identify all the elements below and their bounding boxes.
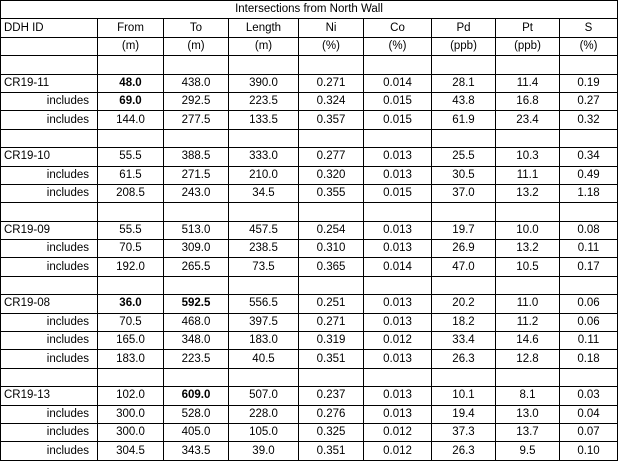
includes-row <box>1 442 618 460</box>
s-cell: 0.06 <box>560 295 618 313</box>
pd-cell: 26.3 <box>432 442 496 460</box>
ni-cell: 0.254 <box>299 221 364 239</box>
pt-cell: 16.8 <box>496 92 560 110</box>
to-cell: 271.5 <box>164 166 229 184</box>
ni-cell: 0.237 <box>299 387 364 405</box>
pt-cell: 10.3 <box>496 148 560 166</box>
hole-row <box>1 295 618 313</box>
includes-label: includes <box>1 240 98 258</box>
pt-cell: 13.2 <box>496 240 560 258</box>
ni-cell: 0.355 <box>299 184 364 202</box>
co-cell: 0.013 <box>364 148 432 166</box>
length-cell: 390.0 <box>229 74 299 92</box>
to-cell: 438.0 <box>164 74 229 92</box>
ni-cell: 0.276 <box>299 405 364 423</box>
includes-label: includes <box>1 442 98 460</box>
table-body <box>1 1 618 461</box>
length-cell: 556.5 <box>229 295 299 313</box>
length-cell: 133.5 <box>229 111 299 129</box>
empty-cell <box>1 56 98 74</box>
includes-row <box>1 92 618 110</box>
pd-cell: 47.0 <box>432 258 496 276</box>
ni-cell: 0.271 <box>299 313 364 331</box>
includes-row <box>1 184 618 202</box>
s-cell: 0.27 <box>560 92 618 110</box>
from-cell: 183.0 <box>98 350 164 368</box>
hole-row <box>1 221 618 239</box>
includes-label: includes <box>1 92 98 110</box>
empty-cell <box>98 129 164 147</box>
pd-cell: 30.5 <box>432 166 496 184</box>
to-cell: 468.0 <box>164 313 229 331</box>
empty-cell <box>98 203 164 221</box>
co-cell: 0.015 <box>364 184 432 202</box>
empty-cell <box>432 368 496 386</box>
ni-cell: 0.325 <box>299 423 364 441</box>
from-cell: 208.5 <box>98 184 164 202</box>
from-cell: 102.0 <box>98 387 164 405</box>
unit-s: (%) <box>560 37 618 55</box>
pt-cell: 11.2 <box>496 313 560 331</box>
pt-cell: 12.8 <box>496 350 560 368</box>
empty-cell <box>1 276 98 294</box>
spacer-row <box>1 203 618 221</box>
empty-cell <box>299 129 364 147</box>
empty-cell <box>560 129 618 147</box>
pt-cell: 11.1 <box>496 166 560 184</box>
empty-cell <box>98 368 164 386</box>
from-cell: 55.5 <box>98 148 164 166</box>
length-cell: 333.0 <box>229 148 299 166</box>
length-cell: 507.0 <box>229 387 299 405</box>
empty-cell <box>496 203 560 221</box>
from-cell: 144.0 <box>98 111 164 129</box>
includes-row <box>1 258 618 276</box>
pd-cell: 28.1 <box>432 74 496 92</box>
pd-cell: 43.8 <box>432 92 496 110</box>
to-cell: 343.5 <box>164 442 229 460</box>
co-cell: 0.013 <box>364 387 432 405</box>
unit-co: (%) <box>364 37 432 55</box>
empty-cell <box>229 276 299 294</box>
from-cell: 61.5 <box>98 166 164 184</box>
empty-cell <box>560 368 618 386</box>
co-cell: 0.013 <box>364 221 432 239</box>
s-cell: 0.19 <box>560 74 618 92</box>
empty-cell <box>364 368 432 386</box>
header-co: Co <box>364 19 432 37</box>
unit-pd: (ppb) <box>432 37 496 55</box>
unit-pt: (ppb) <box>496 37 560 55</box>
from-cell: 70.5 <box>98 240 164 258</box>
from-cell: 70.5 <box>98 313 164 331</box>
pt-cell: 13.0 <box>496 405 560 423</box>
units-row <box>1 37 618 55</box>
length-cell: 183.0 <box>229 332 299 350</box>
unit-ni: (%) <box>299 37 364 55</box>
s-cell: 0.07 <box>560 423 618 441</box>
includes-row <box>1 332 618 350</box>
spacer-row <box>1 276 618 294</box>
to-cell: 277.5 <box>164 111 229 129</box>
s-cell: 0.32 <box>560 111 618 129</box>
empty-cell <box>496 129 560 147</box>
from-cell: 69.0 <box>98 92 164 110</box>
length-cell: 238.5 <box>229 240 299 258</box>
empty-cell <box>1 203 98 221</box>
includes-label: includes <box>1 111 98 129</box>
s-cell: 0.17 <box>560 258 618 276</box>
pt-cell: 10.0 <box>496 221 560 239</box>
co-cell: 0.014 <box>364 74 432 92</box>
header-ni: Ni <box>299 19 364 37</box>
empty-cell <box>1 368 98 386</box>
from-cell: 36.0 <box>98 295 164 313</box>
unit-length: (m) <box>229 37 299 55</box>
spacer-row <box>1 368 618 386</box>
pd-cell: 26.9 <box>432 240 496 258</box>
length-cell: 105.0 <box>229 423 299 441</box>
hole-id-cell: CR19-13 <box>1 387 98 405</box>
to-cell: 348.0 <box>164 332 229 350</box>
pd-cell: 33.4 <box>432 332 496 350</box>
empty-cell <box>98 276 164 294</box>
s-cell: 1.18 <box>560 184 618 202</box>
unit-ddh-id <box>1 37 98 55</box>
pd-cell: 19.4 <box>432 405 496 423</box>
length-cell: 73.5 <box>229 258 299 276</box>
pt-cell: 13.7 <box>496 423 560 441</box>
to-cell: 592.5 <box>164 295 229 313</box>
co-cell: 0.012 <box>364 442 432 460</box>
to-cell: 388.5 <box>164 148 229 166</box>
empty-cell <box>1 129 98 147</box>
spacer-row <box>1 129 618 147</box>
hole-row <box>1 148 618 166</box>
length-cell: 228.0 <box>229 405 299 423</box>
empty-cell <box>364 56 432 74</box>
from-cell: 55.5 <box>98 221 164 239</box>
pd-cell: 19.7 <box>432 221 496 239</box>
hole-row <box>1 74 618 92</box>
pt-cell: 11.4 <box>496 74 560 92</box>
ni-cell: 0.310 <box>299 240 364 258</box>
hole-id-cell: CR19-11 <box>1 74 98 92</box>
to-cell: 513.0 <box>164 221 229 239</box>
s-cell: 0.34 <box>560 148 618 166</box>
empty-cell <box>229 56 299 74</box>
pt-cell: 10.5 <box>496 258 560 276</box>
includes-row <box>1 350 618 368</box>
from-cell: 48.0 <box>98 74 164 92</box>
empty-cell <box>364 203 432 221</box>
empty-cell <box>432 129 496 147</box>
length-cell: 40.5 <box>229 350 299 368</box>
length-cell: 223.5 <box>229 92 299 110</box>
hole-id-cell: CR19-09 <box>1 221 98 239</box>
s-cell: 0.11 <box>560 240 618 258</box>
includes-row <box>1 166 618 184</box>
includes-label: includes <box>1 184 98 202</box>
ni-cell: 0.271 <box>299 74 364 92</box>
pd-cell: 20.2 <box>432 295 496 313</box>
s-cell: 0.11 <box>560 332 618 350</box>
co-cell: 0.013 <box>364 405 432 423</box>
to-cell: 528.0 <box>164 405 229 423</box>
pd-cell: 61.9 <box>432 111 496 129</box>
to-cell: 265.5 <box>164 258 229 276</box>
includes-row <box>1 240 618 258</box>
pd-cell: 10.1 <box>432 387 496 405</box>
s-cell: 0.18 <box>560 350 618 368</box>
pd-cell: 37.0 <box>432 184 496 202</box>
to-cell: 243.0 <box>164 184 229 202</box>
empty-cell <box>164 129 229 147</box>
header-to: To <box>164 19 229 37</box>
unit-from: (m) <box>98 37 164 55</box>
from-cell: 165.0 <box>98 332 164 350</box>
empty-cell <box>98 56 164 74</box>
pd-cell: 37.3 <box>432 423 496 441</box>
pd-cell: 26.3 <box>432 350 496 368</box>
empty-cell <box>364 129 432 147</box>
empty-cell <box>229 129 299 147</box>
empty-cell <box>560 203 618 221</box>
empty-cell <box>432 276 496 294</box>
header-pt: Pt <box>496 19 560 37</box>
empty-cell <box>164 368 229 386</box>
from-cell: 300.0 <box>98 423 164 441</box>
empty-cell <box>299 276 364 294</box>
s-cell: 0.49 <box>560 166 618 184</box>
includes-row <box>1 423 618 441</box>
includes-row <box>1 111 618 129</box>
s-cell: 0.10 <box>560 442 618 460</box>
ni-cell: 0.277 <box>299 148 364 166</box>
empty-cell <box>364 276 432 294</box>
includes-label: includes <box>1 166 98 184</box>
empty-cell <box>496 276 560 294</box>
empty-cell <box>229 203 299 221</box>
hole-id-cell: CR19-10 <box>1 148 98 166</box>
co-cell: 0.015 <box>364 92 432 110</box>
empty-cell <box>496 56 560 74</box>
ni-cell: 0.357 <box>299 111 364 129</box>
title-row <box>1 1 618 19</box>
co-cell: 0.012 <box>364 332 432 350</box>
pt-cell: 8.1 <box>496 387 560 405</box>
pt-cell: 23.4 <box>496 111 560 129</box>
includes-label: includes <box>1 313 98 331</box>
table-title: Intersections from North Wall <box>1 1 618 19</box>
pt-cell: 13.2 <box>496 184 560 202</box>
empty-cell <box>164 56 229 74</box>
length-cell: 39.0 <box>229 442 299 460</box>
ni-cell: 0.324 <box>299 92 364 110</box>
includes-label: includes <box>1 350 98 368</box>
co-cell: 0.013 <box>364 166 432 184</box>
empty-cell <box>560 276 618 294</box>
s-cell: 0.08 <box>560 221 618 239</box>
to-cell: 405.0 <box>164 423 229 441</box>
ni-cell: 0.351 <box>299 442 364 460</box>
unit-to: (m) <box>164 37 229 55</box>
pd-cell: 18.2 <box>432 313 496 331</box>
includes-label: includes <box>1 405 98 423</box>
length-cell: 34.5 <box>229 184 299 202</box>
ni-cell: 0.365 <box>299 258 364 276</box>
co-cell: 0.015 <box>364 111 432 129</box>
length-cell: 457.5 <box>229 221 299 239</box>
s-cell: 0.06 <box>560 313 618 331</box>
pt-cell: 11.0 <box>496 295 560 313</box>
ni-cell: 0.251 <box>299 295 364 313</box>
to-cell: 223.5 <box>164 350 229 368</box>
empty-cell <box>432 203 496 221</box>
pd-cell: 25.5 <box>432 148 496 166</box>
empty-cell <box>496 368 560 386</box>
ni-cell: 0.320 <box>299 166 364 184</box>
empty-cell <box>164 276 229 294</box>
spacer-row <box>1 56 618 74</box>
includes-label: includes <box>1 332 98 350</box>
co-cell: 0.012 <box>364 423 432 441</box>
to-cell: 292.5 <box>164 92 229 110</box>
includes-label: includes <box>1 258 98 276</box>
header-pd: Pd <box>432 19 496 37</box>
includes-label: includes <box>1 423 98 441</box>
to-cell: 309.0 <box>164 240 229 258</box>
empty-cell <box>299 56 364 74</box>
empty-cell <box>560 56 618 74</box>
pt-cell: 9.5 <box>496 442 560 460</box>
ni-cell: 0.319 <box>299 332 364 350</box>
from-cell: 300.0 <box>98 405 164 423</box>
header-s: S <box>560 19 618 37</box>
header-from: From <box>98 19 164 37</box>
ni-cell: 0.351 <box>299 350 364 368</box>
empty-cell <box>299 203 364 221</box>
hole-row <box>1 387 618 405</box>
empty-cell <box>432 56 496 74</box>
s-cell: 0.03 <box>560 387 618 405</box>
hole-id-cell: CR19-08 <box>1 295 98 313</box>
to-cell: 609.0 <box>164 387 229 405</box>
empty-cell <box>299 368 364 386</box>
length-cell: 397.5 <box>229 313 299 331</box>
from-cell: 192.0 <box>98 258 164 276</box>
header-ddh-id: DDH ID <box>1 19 98 37</box>
includes-row <box>1 313 618 331</box>
from-cell: 304.5 <box>98 442 164 460</box>
header-length: Length <box>229 19 299 37</box>
co-cell: 0.013 <box>364 350 432 368</box>
co-cell: 0.013 <box>364 313 432 331</box>
s-cell: 0.04 <box>560 405 618 423</box>
header-row <box>1 19 618 37</box>
empty-cell <box>164 203 229 221</box>
co-cell: 0.014 <box>364 258 432 276</box>
co-cell: 0.013 <box>364 295 432 313</box>
length-cell: 210.0 <box>229 166 299 184</box>
pt-cell: 14.6 <box>496 332 560 350</box>
co-cell: 0.013 <box>364 240 432 258</box>
includes-row <box>1 405 618 423</box>
empty-cell <box>229 368 299 386</box>
